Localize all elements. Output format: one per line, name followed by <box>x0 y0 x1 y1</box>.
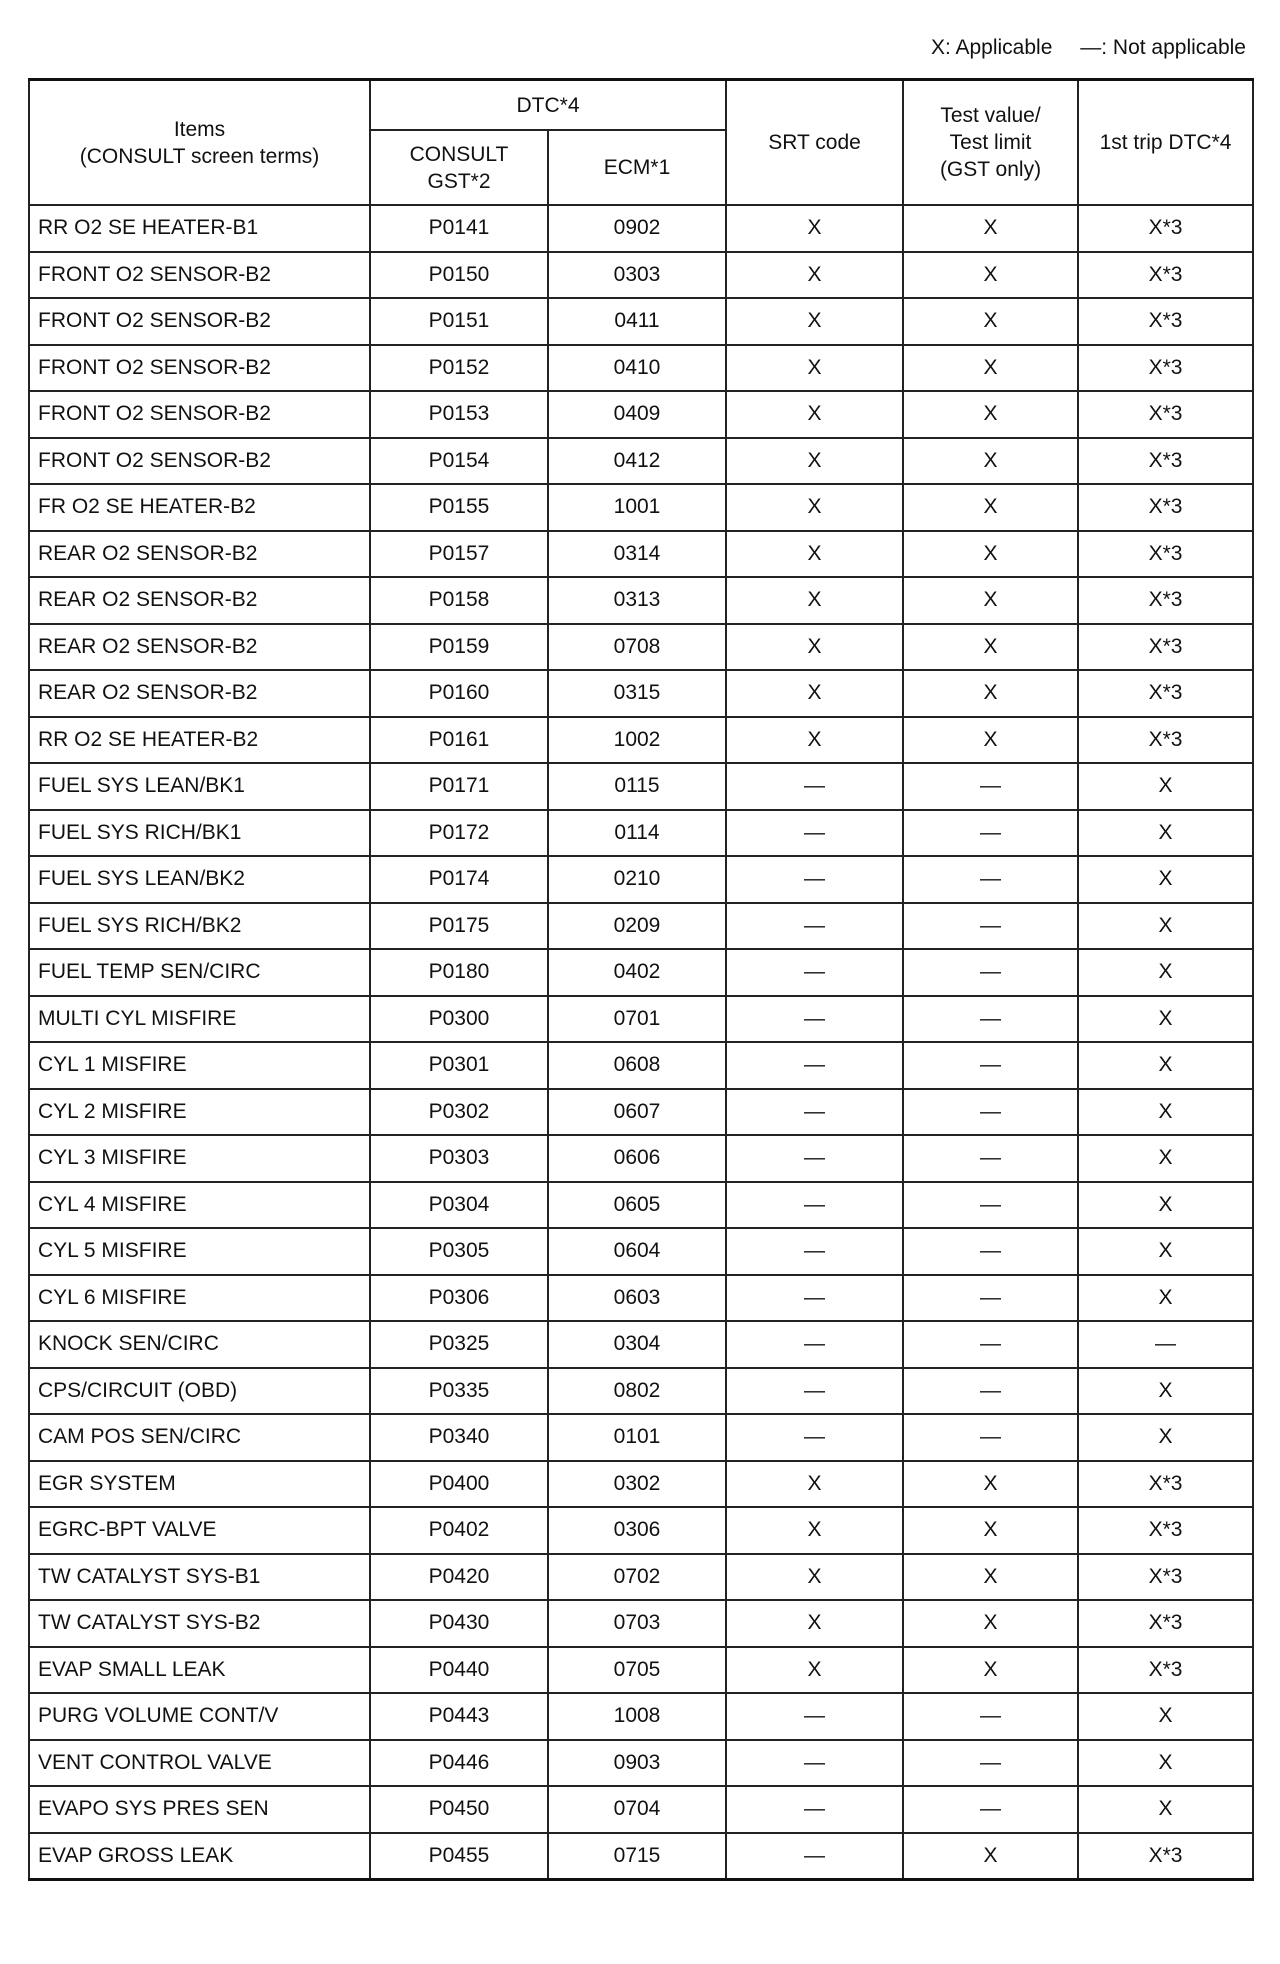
ecm-cell: 0705 <box>548 1647 726 1694</box>
ecm-cell: 0409 <box>548 391 726 438</box>
item-cell: TW CATALYST SYS-B1 <box>29 1554 370 1601</box>
srt-code-cell: X <box>726 624 903 671</box>
ecm-cell: 0210 <box>548 856 726 903</box>
test-value-cell: — <box>903 1786 1078 1833</box>
srt-code-cell: X <box>726 1600 903 1647</box>
item-cell: REAR O2 SENSOR-B2 <box>29 577 370 624</box>
item-cell: REAR O2 SENSOR-B2 <box>29 531 370 578</box>
table-row <box>29 1554 1253 1601</box>
item-cell: CYL 4 MISFIRE <box>29 1182 370 1229</box>
test-value-cell: — <box>903 1228 1078 1275</box>
test-value-cell: — <box>903 1368 1078 1415</box>
item-cell: FR O2 SE HEATER-B2 <box>29 484 370 531</box>
consult-gst-cell: P0402 <box>370 1507 548 1554</box>
first-trip-dtc-cell: X*3 <box>1078 717 1253 764</box>
srt-code-cell: X <box>726 438 903 485</box>
consult-gst-cell: P0325 <box>370 1321 548 1368</box>
srt-code-cell: X <box>726 1647 903 1694</box>
first-trip-dtc-cell: X <box>1078 1042 1253 1089</box>
test-value-cell: X <box>903 484 1078 531</box>
srt-code-cell: X <box>726 252 903 299</box>
header-srt-code: SRT code <box>726 80 903 206</box>
consult-gst-cell: P0158 <box>370 577 548 624</box>
first-trip-dtc-cell: X*3 <box>1078 1647 1253 1694</box>
ecm-cell: 0604 <box>548 1228 726 1275</box>
test-value-cell: — <box>903 1135 1078 1182</box>
table-row <box>29 1182 1253 1229</box>
test-value-cell: — <box>903 1740 1078 1787</box>
srt-code-cell: X <box>726 298 903 345</box>
header-test-value-label: Test value/ Test limit (GST only) <box>939 104 1042 181</box>
first-trip-dtc-cell: X <box>1078 903 1253 950</box>
header-first-trip-dtc: 1st trip DTC*4 <box>1078 80 1253 206</box>
item-cell: REAR O2 SENSOR-B2 <box>29 624 370 671</box>
srt-code-cell: — <box>726 1786 903 1833</box>
test-value-cell: X <box>903 670 1078 717</box>
srt-code-cell: X <box>726 484 903 531</box>
consult-gst-cell: P0400 <box>370 1461 548 1508</box>
first-trip-dtc-cell: X*3 <box>1078 670 1253 717</box>
table-row <box>29 531 1253 578</box>
item-cell: FRONT O2 SENSOR-B2 <box>29 298 370 345</box>
item-cell: FUEL SYS LEAN/BK2 <box>29 856 370 903</box>
ecm-cell: 0703 <box>548 1600 726 1647</box>
first-trip-dtc-cell: X*3 <box>1078 205 1253 252</box>
table-row <box>29 1135 1253 1182</box>
item-cell: CYL 5 MISFIRE <box>29 1228 370 1275</box>
test-value-cell: — <box>903 1089 1078 1136</box>
consult-gst-cell: P0301 <box>370 1042 548 1089</box>
table-row <box>29 1833 1253 1880</box>
test-value-cell: X <box>903 252 1078 299</box>
table-header <box>29 80 1253 206</box>
table-row <box>29 949 1253 996</box>
first-trip-dtc-cell: X <box>1078 1182 1253 1229</box>
test-value-cell: X <box>903 1647 1078 1694</box>
first-trip-dtc-cell: X*3 <box>1078 298 1253 345</box>
test-value-cell: X <box>903 438 1078 485</box>
first-trip-dtc-cell: X <box>1078 1786 1253 1833</box>
header-test-value <box>903 80 1078 206</box>
test-value-cell: — <box>903 996 1078 1043</box>
item-cell: EGR SYSTEM <box>29 1461 370 1508</box>
ecm-cell: 0402 <box>548 949 726 996</box>
consult-gst-cell: P0161 <box>370 717 548 764</box>
legend-applicable: X: Applicable <box>930 36 1053 59</box>
test-value-cell: — <box>903 1414 1078 1461</box>
srt-code-cell: — <box>726 763 903 810</box>
test-value-cell: X <box>903 717 1078 764</box>
srt-code-cell: X <box>726 1554 903 1601</box>
ecm-cell: 0411 <box>548 298 726 345</box>
test-value-cell: — <box>903 1042 1078 1089</box>
table-row <box>29 1600 1253 1647</box>
legend-not-applicable: —: Not applicable <box>1080 36 1246 59</box>
srt-code-cell: X <box>726 345 903 392</box>
table-row <box>29 1368 1253 1415</box>
test-value-cell: X <box>903 624 1078 671</box>
consult-gst-cell: P0455 <box>370 1833 548 1880</box>
table-row <box>29 670 1253 717</box>
ecm-cell: 1002 <box>548 717 726 764</box>
ecm-cell: 1001 <box>548 484 726 531</box>
item-cell: CYL 2 MISFIRE <box>29 1089 370 1136</box>
test-value-cell: X <box>903 345 1078 392</box>
first-trip-dtc-cell: X*3 <box>1078 1461 1253 1508</box>
table-row <box>29 1786 1253 1833</box>
table-row <box>29 996 1253 1043</box>
first-trip-dtc-cell: X*3 <box>1078 577 1253 624</box>
item-cell: VENT CONTROL VALVE <box>29 1740 370 1787</box>
table-row <box>29 624 1253 671</box>
item-cell: FUEL SYS RICH/BK2 <box>29 903 370 950</box>
test-value-cell: — <box>903 1321 1078 1368</box>
srt-code-cell: — <box>726 856 903 903</box>
table-row <box>29 1461 1253 1508</box>
test-value-cell: X <box>903 1833 1078 1880</box>
table-row <box>29 763 1253 810</box>
table-row <box>29 1042 1253 1089</box>
first-trip-dtc-cell: — <box>1078 1321 1253 1368</box>
test-value-cell: X <box>903 577 1078 624</box>
table-row <box>29 484 1253 531</box>
first-trip-dtc-cell: X <box>1078 1228 1253 1275</box>
test-value-cell: X <box>903 1600 1078 1647</box>
test-value-cell: X <box>903 298 1078 345</box>
table-row <box>29 1228 1253 1275</box>
table-row <box>29 391 1253 438</box>
srt-code-cell: — <box>726 1228 903 1275</box>
item-cell: TW CATALYST SYS-B2 <box>29 1600 370 1647</box>
srt-code-cell: — <box>726 1368 903 1415</box>
header-consult-gst-label: CONSULT GST*2 <box>409 142 509 193</box>
first-trip-dtc-cell: X*3 <box>1078 438 1253 485</box>
item-cell: CYL 1 MISFIRE <box>29 1042 370 1089</box>
consult-gst-cell: P0303 <box>370 1135 548 1182</box>
srt-code-cell: — <box>726 1275 903 1322</box>
srt-code-cell: — <box>726 1833 903 1880</box>
table-row <box>29 252 1253 299</box>
ecm-cell: 1008 <box>548 1693 726 1740</box>
ecm-cell: 0902 <box>548 205 726 252</box>
ecm-cell: 0702 <box>548 1554 726 1601</box>
srt-code-cell: — <box>726 1182 903 1229</box>
consult-gst-cell: P0304 <box>370 1182 548 1229</box>
consult-gst-cell: P0159 <box>370 624 548 671</box>
test-value-cell: X <box>903 205 1078 252</box>
consult-gst-cell: P0155 <box>370 484 548 531</box>
srt-code-cell: X <box>726 717 903 764</box>
consult-gst-cell: P0440 <box>370 1647 548 1694</box>
consult-gst-cell: P0430 <box>370 1600 548 1647</box>
header-items-label: Items (CONSULT screen terms) <box>79 117 320 168</box>
consult-gst-cell: P0151 <box>370 298 548 345</box>
item-cell: FUEL SYS RICH/BK1 <box>29 810 370 857</box>
srt-code-cell: — <box>726 1089 903 1136</box>
ecm-cell: 0115 <box>548 763 726 810</box>
first-trip-dtc-cell: X <box>1078 1693 1253 1740</box>
ecm-cell: 0903 <box>548 1740 726 1787</box>
ecm-cell: 0802 <box>548 1368 726 1415</box>
ecm-cell: 0708 <box>548 624 726 671</box>
table-row <box>29 1693 1253 1740</box>
item-cell: CPS/CIRCUIT (OBD) <box>29 1368 370 1415</box>
ecm-cell: 0306 <box>548 1507 726 1554</box>
table-row <box>29 1321 1253 1368</box>
table-row <box>29 856 1253 903</box>
test-value-cell: X <box>903 391 1078 438</box>
first-trip-dtc-cell: X <box>1078 949 1253 996</box>
srt-code-cell: — <box>726 949 903 996</box>
first-trip-dtc-cell: X*3 <box>1078 624 1253 671</box>
item-cell: CYL 6 MISFIRE <box>29 1275 370 1322</box>
first-trip-dtc-cell: X <box>1078 810 1253 857</box>
srt-code-cell: — <box>726 1135 903 1182</box>
srt-code-cell: X <box>726 577 903 624</box>
srt-code-cell: X <box>726 670 903 717</box>
consult-gst-cell: P0306 <box>370 1275 548 1322</box>
ecm-cell: 0314 <box>548 531 726 578</box>
test-value-cell: — <box>903 1275 1078 1322</box>
consult-gst-cell: P0300 <box>370 996 548 1043</box>
ecm-cell: 0303 <box>548 252 726 299</box>
table-row <box>29 1089 1253 1136</box>
header-dtc: DTC*4 <box>370 80 726 131</box>
ecm-cell: 0313 <box>548 577 726 624</box>
item-cell: REAR O2 SENSOR-B2 <box>29 670 370 717</box>
consult-gst-cell: P0160 <box>370 670 548 717</box>
first-trip-dtc-cell: X <box>1078 1368 1253 1415</box>
ecm-cell: 0302 <box>548 1461 726 1508</box>
test-value-cell: — <box>903 856 1078 903</box>
table-row <box>29 205 1253 252</box>
item-cell: EVAPO SYS PRES SEN <box>29 1786 370 1833</box>
first-trip-dtc-cell: X <box>1078 996 1253 1043</box>
ecm-cell: 0605 <box>548 1182 726 1229</box>
table-row <box>29 717 1253 764</box>
first-trip-dtc-cell: X*3 <box>1078 1554 1253 1601</box>
ecm-cell: 0701 <box>548 996 726 1043</box>
first-trip-dtc-cell: X <box>1078 1740 1253 1787</box>
item-cell: EVAP SMALL LEAK <box>29 1647 370 1694</box>
table-row <box>29 1275 1253 1322</box>
ecm-cell: 0304 <box>548 1321 726 1368</box>
table-row <box>29 1414 1253 1461</box>
consult-gst-cell: P0302 <box>370 1089 548 1136</box>
item-cell: RR O2 SE HEATER-B2 <box>29 717 370 764</box>
consult-gst-cell: P0180 <box>370 949 548 996</box>
ecm-cell: 0101 <box>548 1414 726 1461</box>
ecm-cell: 0315 <box>548 670 726 717</box>
srt-code-cell: X <box>726 205 903 252</box>
srt-code-cell: — <box>726 1693 903 1740</box>
ecm-cell: 0608 <box>548 1042 726 1089</box>
item-cell: EGRC-BPT VALVE <box>29 1507 370 1554</box>
header-items <box>29 80 370 206</box>
ecm-cell: 0603 <box>548 1275 726 1322</box>
table-row <box>29 577 1253 624</box>
consult-gst-cell: P0153 <box>370 391 548 438</box>
table-row <box>29 903 1253 950</box>
srt-code-cell: — <box>726 903 903 950</box>
test-value-cell: X <box>903 1507 1078 1554</box>
first-trip-dtc-cell: X <box>1078 1135 1253 1182</box>
item-cell: MULTI CYL MISFIRE <box>29 996 370 1043</box>
consult-gst-cell: P0443 <box>370 1693 548 1740</box>
first-trip-dtc-cell: X <box>1078 856 1253 903</box>
test-value-cell: — <box>903 810 1078 857</box>
test-value-cell: X <box>903 1461 1078 1508</box>
test-value-cell: — <box>903 1693 1078 1740</box>
ecm-cell: 0114 <box>548 810 726 857</box>
consult-gst-cell: P0340 <box>370 1414 548 1461</box>
item-cell: RR O2 SE HEATER-B1 <box>29 205 370 252</box>
ecm-cell: 0606 <box>548 1135 726 1182</box>
consult-gst-cell: P0141 <box>370 205 548 252</box>
item-cell: FRONT O2 SENSOR-B2 <box>29 345 370 392</box>
ecm-cell: 0704 <box>548 1786 726 1833</box>
table-row <box>29 1740 1253 1787</box>
test-value-cell: X <box>903 531 1078 578</box>
consult-gst-cell: P0174 <box>370 856 548 903</box>
srt-code-cell: X <box>726 391 903 438</box>
srt-code-cell: — <box>726 810 903 857</box>
first-trip-dtc-cell: X <box>1078 1275 1253 1322</box>
consult-gst-cell: P0420 <box>370 1554 548 1601</box>
item-cell: EVAP GROSS LEAK <box>29 1833 370 1880</box>
dtc-table <box>28 78 1254 1881</box>
srt-code-cell: X <box>726 531 903 578</box>
ecm-cell: 0412 <box>548 438 726 485</box>
table-row <box>29 438 1253 485</box>
consult-gst-cell: P0335 <box>370 1368 548 1415</box>
item-cell: FUEL TEMP SEN/CIRC <box>29 949 370 996</box>
ecm-cell: 0715 <box>548 1833 726 1880</box>
consult-gst-cell: P0152 <box>370 345 548 392</box>
item-cell: FRONT O2 SENSOR-B2 <box>29 252 370 299</box>
first-trip-dtc-cell: X <box>1078 1414 1253 1461</box>
header-ecm: ECM*1 <box>548 130 726 205</box>
item-cell: FUEL SYS LEAN/BK1 <box>29 763 370 810</box>
first-trip-dtc-cell: X*3 <box>1078 1833 1253 1880</box>
item-cell: CYL 3 MISFIRE <box>29 1135 370 1182</box>
table-row <box>29 345 1253 392</box>
test-value-cell: — <box>903 763 1078 810</box>
srt-code-cell: X <box>726 1507 903 1554</box>
header-consult-gst <box>370 130 548 205</box>
test-value-cell: — <box>903 1182 1078 1229</box>
consult-gst-cell: P0446 <box>370 1740 548 1787</box>
consult-gst-cell: P0154 <box>370 438 548 485</box>
srt-code-cell: — <box>726 1414 903 1461</box>
table-row <box>29 810 1253 857</box>
test-value-cell: — <box>903 949 1078 996</box>
consult-gst-cell: P0171 <box>370 763 548 810</box>
item-cell: KNOCK SEN/CIRC <box>29 1321 370 1368</box>
ecm-cell: 0209 <box>548 903 726 950</box>
consult-gst-cell: P0157 <box>370 531 548 578</box>
ecm-cell: 0607 <box>548 1089 726 1136</box>
table-body <box>29 205 1253 1880</box>
ecm-cell: 0410 <box>548 345 726 392</box>
test-value-cell: X <box>903 1554 1078 1601</box>
first-trip-dtc-cell: X*3 <box>1078 345 1253 392</box>
first-trip-dtc-cell: X*3 <box>1078 1600 1253 1647</box>
table-row <box>29 298 1253 345</box>
table-row <box>29 1507 1253 1554</box>
srt-code-cell: — <box>726 1321 903 1368</box>
srt-code-cell: — <box>726 996 903 1043</box>
srt-code-cell: — <box>726 1740 903 1787</box>
first-trip-dtc-cell: X*3 <box>1078 484 1253 531</box>
item-cell: PURG VOLUME CONT/V <box>29 1693 370 1740</box>
first-trip-dtc-cell: X*3 <box>1078 391 1253 438</box>
srt-code-cell: X <box>726 1461 903 1508</box>
legend <box>931 36 1246 60</box>
consult-gst-cell: P0172 <box>370 810 548 857</box>
first-trip-dtc-cell: X*3 <box>1078 531 1253 578</box>
table-row <box>29 1647 1253 1694</box>
item-cell: FRONT O2 SENSOR-B2 <box>29 391 370 438</box>
first-trip-dtc-cell: X <box>1078 1089 1253 1136</box>
srt-code-cell: — <box>726 1042 903 1089</box>
consult-gst-cell: P0450 <box>370 1786 548 1833</box>
first-trip-dtc-cell: X <box>1078 763 1253 810</box>
item-cell: FRONT O2 SENSOR-B2 <box>29 438 370 485</box>
consult-gst-cell: P0175 <box>370 903 548 950</box>
first-trip-dtc-cell: X*3 <box>1078 252 1253 299</box>
consult-gst-cell: P0305 <box>370 1228 548 1275</box>
item-cell: CAM POS SEN/CIRC <box>29 1414 370 1461</box>
first-trip-dtc-cell: X*3 <box>1078 1507 1253 1554</box>
test-value-cell: — <box>903 903 1078 950</box>
consult-gst-cell: P0150 <box>370 252 548 299</box>
